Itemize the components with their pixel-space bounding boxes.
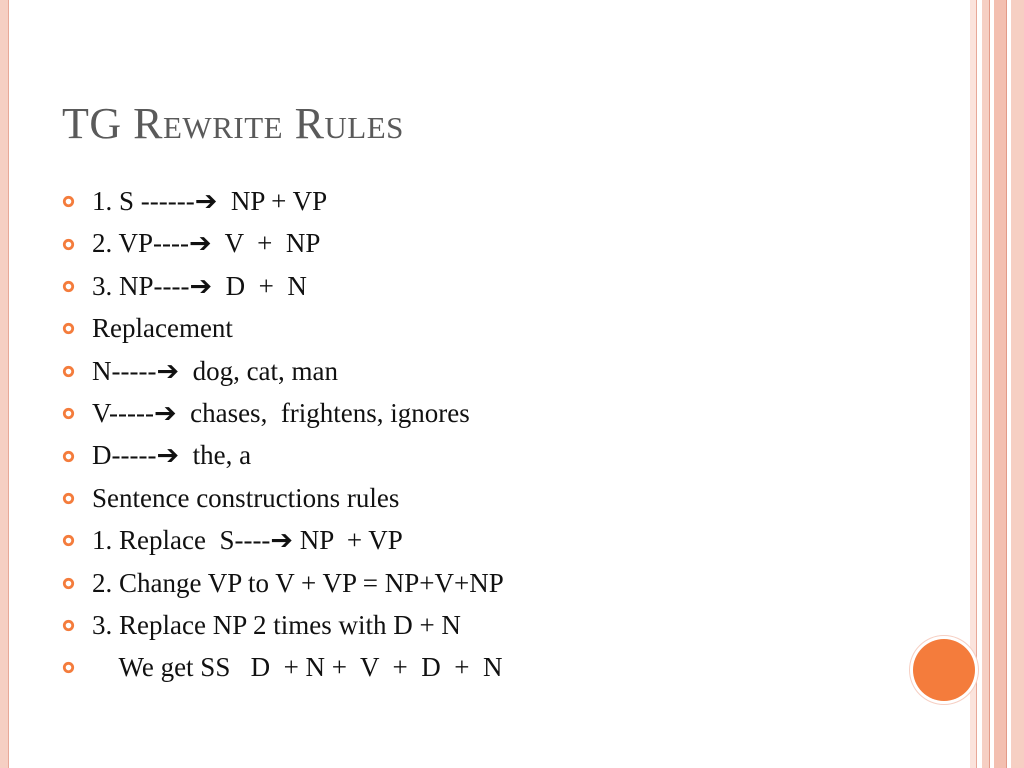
orange-ring-bullet-icon (62, 280, 75, 293)
list-item (62, 307, 504, 349)
orange-ring-bullet-icon (62, 577, 75, 590)
bullet-text: D-----➔ the, a (92, 440, 252, 471)
list-item (62, 392, 504, 434)
orange-ring-bullet-icon (62, 534, 75, 547)
bullet-list (62, 180, 504, 689)
list-item (62, 180, 504, 222)
list-item (62, 562, 504, 604)
list-item (62, 434, 504, 476)
list-item (62, 604, 504, 646)
bullet-text: Sentence constructions rules (92, 482, 400, 513)
orange-ring-bullet-icon (62, 365, 75, 378)
bullet-text: N-----➔ dog, cat, man (92, 355, 339, 386)
orange-ring-bullet-icon (62, 238, 75, 251)
list-item (62, 350, 504, 392)
bullet-text: 2. Change VP to V + VP = NP+V+NP (92, 567, 504, 598)
bullet-text: We get SS D + N + V + D + N (92, 652, 503, 683)
bullet-text: 3. NP----➔ D + N (92, 270, 307, 301)
orange-ring-bullet-icon (62, 662, 75, 675)
bullet-text: V-----➔ chases, frightens, ignores (92, 397, 470, 428)
bullet-text: 1. S ------➔ NP + VP (92, 186, 328, 216)
orange-ring-bullet-icon (62, 322, 75, 335)
bullet-text: 3. Replace NP 2 times with D + N (92, 609, 461, 640)
orange-accent-circle (913, 639, 975, 701)
list-item (62, 265, 504, 307)
list-item (62, 519, 504, 561)
bullet-text: 1. Replace S----➔ NP + VP (92, 525, 403, 556)
list-item (62, 646, 504, 688)
right-decorative-stripes (970, 0, 1024, 768)
orange-ring-bullet-icon (62, 492, 75, 505)
left-border-line (8, 0, 9, 768)
orange-ring-bullet-icon (62, 619, 75, 632)
orange-ring-bullet-icon (62, 407, 75, 420)
list-item (62, 477, 504, 519)
left-border (0, 0, 8, 768)
list-item (62, 222, 504, 264)
orange-ring-bullet-icon (62, 450, 75, 463)
bullet-text: 2. VP----➔ V + NP (92, 228, 321, 259)
bullet-text: Replacement (92, 313, 233, 344)
slide-title: TG Rewrite Rules (62, 99, 404, 148)
orange-ring-bullet-icon (62, 195, 75, 208)
